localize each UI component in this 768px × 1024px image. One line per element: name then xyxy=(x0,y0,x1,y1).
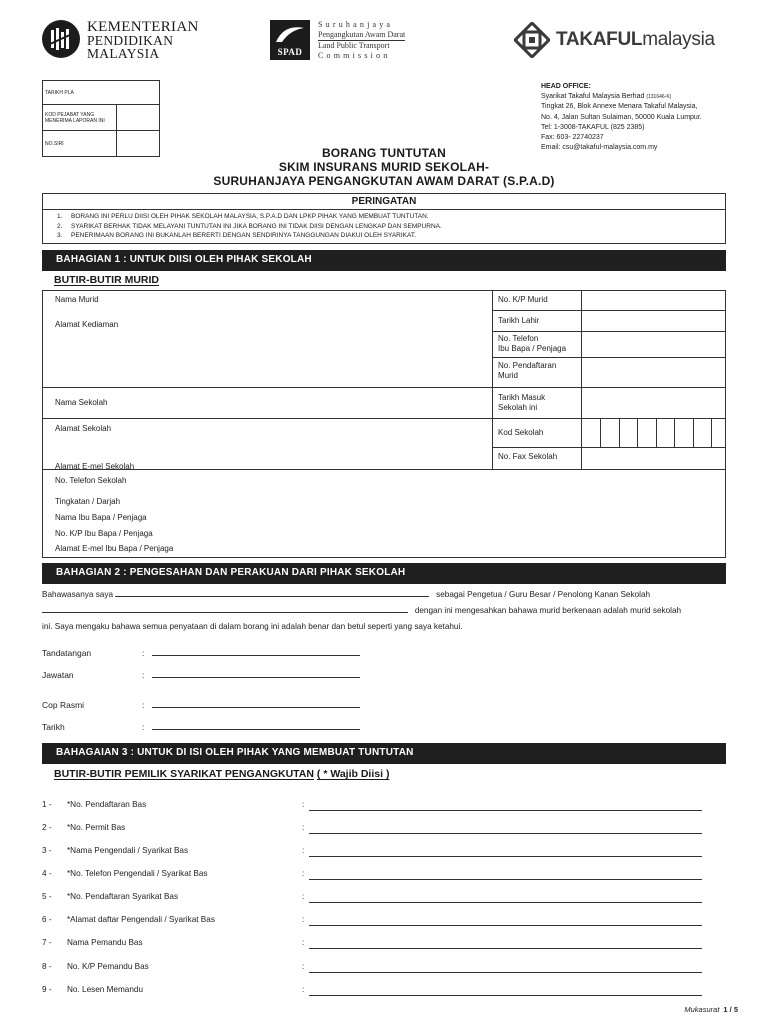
section-3-subheading-a: BUTIR-BUTIR PEMILIK SYARIKAT PENGANGKUTAN xyxy=(54,768,314,780)
operator-phone-field[interactable] xyxy=(309,879,702,880)
no-pendaftaran-label: No. Pendaftaran Murid xyxy=(498,361,557,380)
driver-ic-row: 8 - No. K/P Pemandu Bas : xyxy=(42,962,702,974)
tarikh-masuk-label: Tarikh Masuk Sekolah ini xyxy=(498,393,546,412)
nama-sekolah-label: Nama Sekolah xyxy=(55,398,108,407)
spad-line-3: Land Public Transport xyxy=(318,41,390,50)
signature-field[interactable] xyxy=(152,648,360,656)
company-registration-row: 5 - *No. Pendaftaran Syarikat Bas : xyxy=(42,892,702,904)
official-stamp-field[interactable] xyxy=(152,700,360,708)
kpm-line-3: MALAYSIA xyxy=(87,46,160,61)
tingkatan-label: Tingkatan / Darjah xyxy=(55,497,121,506)
takaful-word-bold: TAKAFUL xyxy=(556,29,643,50)
spad-abbr: SPAD xyxy=(277,47,303,57)
telefon-ibubapa-label: No. Telefon Ibu Bapa / Penjaga xyxy=(498,334,567,353)
section-3-subheading xyxy=(54,768,389,780)
kpm-crest-icon xyxy=(42,20,80,58)
operator-phone-row: 4 - *No. Telefon Pengendali / Syarikat Bas : xyxy=(42,869,702,881)
kod-pejabat-field[interactable] xyxy=(117,105,160,131)
operator-name-field[interactable] xyxy=(309,856,702,857)
head-office-company xyxy=(541,92,741,102)
page-label: Mukasurat xyxy=(684,1005,720,1014)
company-name: Syarikat Takaful Malaysia Berhad xyxy=(541,93,645,101)
tarikh-pla-cell[interactable] xyxy=(43,81,160,105)
kod-pejabat-label: KOD PEJABAT YANG MENERIMA LAPORAN INI xyxy=(45,111,105,124)
takaful-wordmark xyxy=(556,29,715,51)
address-line-1: Tingkat 26, Blok Annexe Menara Takaful Malaysia, xyxy=(541,103,698,111)
takaful-word-light: malaysia xyxy=(642,29,715,50)
spad-line-2: Pengangkutan Awam Darat xyxy=(318,30,406,39)
title-line-3: SURUHANJAYA PENGANGKUTAN AWAM DARAT (S.P.A.D) xyxy=(213,174,555,188)
nama-murid-label: Nama Murid xyxy=(55,295,99,304)
bus-registration-row: 1 - *No. Pendaftaran Bas : xyxy=(42,800,702,812)
operator-address-field[interactable] xyxy=(309,925,702,926)
spad-name xyxy=(318,20,405,61)
declaration-paragraph xyxy=(42,587,732,635)
address-line-2: No. 4, Jalan Sultan Sulaiman, 50000 Kuala Lumpur. xyxy=(541,113,702,121)
section-3-subheading-b: ( * Wajib Diisi ) xyxy=(316,768,390,780)
kpm-logo xyxy=(40,18,210,66)
tarikh-lahir-label: Tarikh Lahir xyxy=(498,316,540,325)
official-stamp-row: Cop Rasmi : xyxy=(42,700,360,710)
student-details-form xyxy=(42,290,726,558)
driver-ic-field[interactable] xyxy=(309,972,702,973)
telephone: Tel: 1-3008-TAKAFUL (825 2385) xyxy=(541,123,645,131)
company-regno: (131646-K) xyxy=(646,94,672,101)
warning-item: 1. BORANG INI PERLU DIISI OLEH PIHAK SEKOLAH MALAYSIA, S.P.A.D DAN LPKP PIHAK YANG MEMBUAT TUNTUTAN. xyxy=(57,213,429,220)
title-line-1: BORANG TUNTUTAN xyxy=(321,146,447,160)
section-3-bar: BAHAGAIAN 3 : UNTUK DI ISI OLEH PIHAK YANG MEMBUAT TUNTUTAN xyxy=(42,743,726,764)
warning-list xyxy=(57,212,442,241)
driving-license-row: 9 - No. Lesen Memandu : xyxy=(42,985,702,997)
kpm-name xyxy=(87,21,199,60)
company-registration-field[interactable] xyxy=(309,902,702,903)
kpm-line-1: KEMENTERIAN xyxy=(87,19,199,35)
alamat-sekolah-label: Alamat Sekolah xyxy=(55,424,112,433)
driver-name-row: 7 - Nama Pemandu Bas : xyxy=(42,938,702,950)
declarant-name-field[interactable] xyxy=(115,588,429,597)
tarikh-pla-label: TARIKH PLA xyxy=(45,89,74,96)
no-siri-label: NO.SIRI xyxy=(45,140,64,147)
warning-box xyxy=(42,193,726,244)
kod-pejabat-label-cell xyxy=(43,105,117,131)
operator-address-row: 6 - *Alamat daftar Pengendali / Syarikat Bas : xyxy=(42,915,702,927)
declaration-part-1: Bahawasanya saya xyxy=(42,590,114,599)
kpm-line-2: PENDIDIKAN xyxy=(87,33,174,48)
warning-heading: PERINGATAN xyxy=(351,196,417,207)
spad-line-4: Commission xyxy=(318,51,391,60)
declaration-part-4: ini. Saya mengaku bahawa semua penyataan di dalam borang ini adalah benar dan betul seperti yang saya ketahui. xyxy=(42,622,463,631)
school-name-field[interactable] xyxy=(42,604,408,613)
page-footer xyxy=(684,1005,738,1014)
driver-name-field[interactable] xyxy=(309,948,702,949)
takaful-mark-icon xyxy=(514,22,550,58)
head-office-block xyxy=(541,82,741,153)
telefon-sekolah-label: No. Telefon Sekolah xyxy=(55,476,127,485)
signature-row: Tandatangan : xyxy=(42,648,360,658)
warning-item: 2. SYARIKAT BERHAK TIDAK MELAYANI TUNTUTAN INI JIKA BORANG INI TIDAK DIISI DENGAN LENGKAP DAN SEMPURNA. xyxy=(57,222,442,230)
section-2-bar: BAHAGIAN 2 : PENGESAHAN DAN PERAKUAN DARI PIHAK SEKOLAH xyxy=(42,563,726,584)
kp-murid-label: No. K/P Murid xyxy=(498,295,548,304)
section-1-bar: BAHAGIAN 1 : UNTUK DIISI OLEH PIHAK SEKOLAH xyxy=(42,250,726,271)
emel-sekolah-label: Alamat E-mel Sekolah xyxy=(55,462,135,471)
ibubapa-label: Nama Ibu Bapa / Penjaga xyxy=(55,513,147,522)
warning-item: 3. PENERIMAAN BORANG INI BUKANLAH BERERTI DENGAN SENDIRINYA TANGGUNGAN DIAKUI OLEH SYARIKAT. xyxy=(57,232,416,239)
email: Email: csu@takaful-malaysia.com.my xyxy=(541,144,658,152)
position-field[interactable] xyxy=(152,670,360,678)
kod-sekolah-label: Kod Sekolah xyxy=(498,428,544,437)
bus-permit-row: 2 - *No. Permit Bas : xyxy=(42,823,702,835)
fax: Fax: 603- 22740237 xyxy=(541,134,604,142)
bus-permit-field[interactable] xyxy=(309,833,702,834)
spad-emblem-icon xyxy=(270,20,310,60)
spad-logo xyxy=(270,20,450,62)
position-row: Jawatan : xyxy=(42,670,360,680)
alamat-kediaman-label: Alamat Kediaman xyxy=(55,320,119,329)
form-title xyxy=(0,146,768,188)
spad-line-1: Suruhanjaya xyxy=(318,20,394,29)
kp-ibubapa-label: No. K/P Ibu Bapa / Penjaga xyxy=(55,529,153,538)
driving-license-field[interactable] xyxy=(309,995,702,996)
fax-sekolah-label: No. Fax Sekolah xyxy=(498,452,558,461)
emel-ibubapa-label: Alamat E-mel Ibu Bapa / Penjaga xyxy=(55,544,174,553)
declaration-part-3: dengan ini mengesahkan bahawa murid berkenaan adalah murid sekolah xyxy=(414,606,682,615)
declaration-part-2: sebagai Pengetua / Guru Besar / Penolong Kanan Sekolah xyxy=(436,590,651,599)
operator-name-row: 3 - *Nama Pengendali / Syarikat Bas : xyxy=(42,846,702,858)
section-1-subheading: BUTIR-BUTIR MURID xyxy=(54,274,159,286)
head-office-title: HEAD OFFICE: xyxy=(541,83,591,90)
bus-registration-field[interactable] xyxy=(309,810,702,811)
date-row: Tarikh : xyxy=(42,722,360,732)
takaful-logo xyxy=(514,22,734,58)
date-field[interactable] xyxy=(152,722,360,730)
title-line-2: SKIM INSURANS MURID SEKOLAH- xyxy=(278,160,490,174)
page-number: 1 / 5 xyxy=(723,1005,738,1014)
